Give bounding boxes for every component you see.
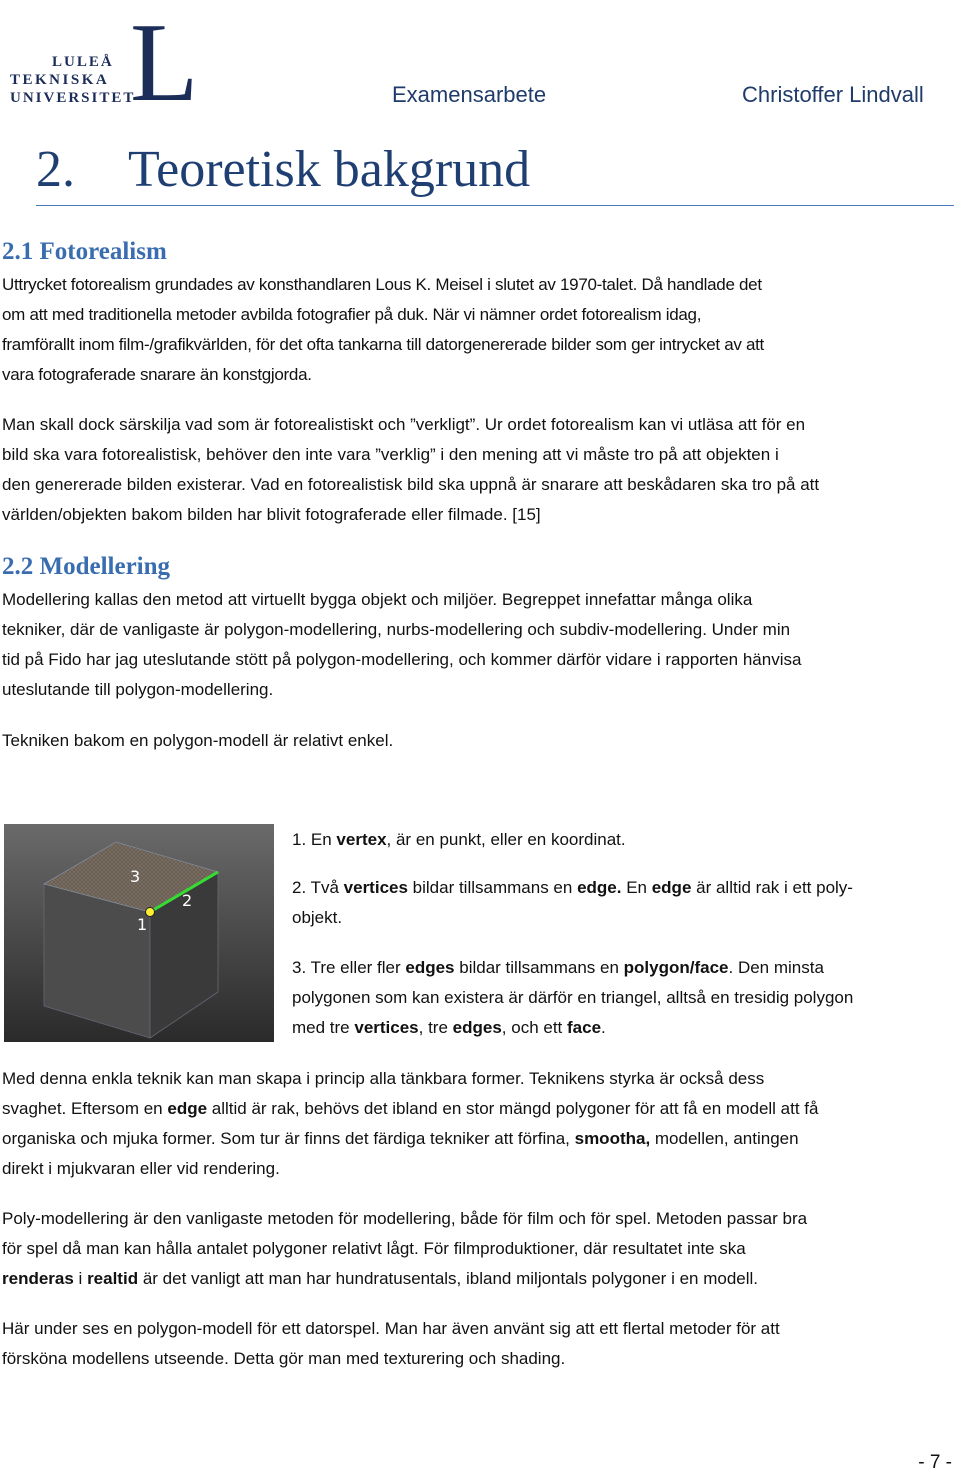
paragraph-modellering-intro	[2, 585, 954, 705]
text-span: , och ett	[501, 1018, 567, 1037]
text-line	[292, 873, 954, 903]
text-line: Här under ses en polygon-modell för ett datorspel. Man har även använt sig att ett flertal metoder för att	[2, 1319, 780, 1338]
paragraph-fotorealism-intro	[2, 270, 954, 390]
text-line: den genererade bilden existerar. Vad en fotorealistisk bild ska uppnå är snarare att beskådaren ska tro på att	[2, 475, 820, 494]
text-line: framförallt inom film-/grafikvärlden, för det ofta tankarna till datorgenererade bilder som ger intrycket av att	[2, 335, 764, 354]
chapter-number: 2.	[36, 141, 75, 198]
bold-term: edges	[405, 958, 455, 977]
paragraph-poly-modelling	[2, 1204, 954, 1294]
text-line: Poly-modellering är den vanligaste metoden för modellering, både för film och för spel. Metoden passar bra	[2, 1209, 808, 1228]
text-span: 3. Tre eller fler	[292, 958, 406, 977]
text-line	[292, 1013, 954, 1043]
list-item-vertex	[292, 825, 954, 855]
bold-term: vertices	[354, 1018, 419, 1037]
bold-term: edge	[167, 1099, 208, 1118]
text-line: försköna modellens utseende. Detta gör man med texturering och shading.	[2, 1349, 566, 1368]
text-line: tid på Fido har jag uteslutande stött på polygon-modellering, och kommer därför vidare i rapporten hänvisa	[2, 650, 802, 669]
list-item-face	[292, 953, 954, 1043]
section-heading-fotorealism: 2.1 Fotorealism	[2, 238, 167, 265]
text-span: bildar tillsammans en	[407, 878, 578, 897]
page-number: - 7 -	[918, 1452, 952, 1473]
bold-term: edges	[452, 1018, 502, 1037]
text-span: En	[621, 878, 652, 897]
text-line	[2, 1124, 954, 1154]
text-span: alltid är rak, behövs det ibland en stor mängd polygoner för att få en modell att få	[207, 1099, 819, 1118]
text-line: världen/objekten bakom bilden har blivit fotograferade eller filmade. [15]	[2, 505, 541, 524]
bold-term: vertices	[343, 878, 408, 897]
chapter-title: Teoretisk bakgrund	[128, 141, 531, 198]
figure-label-2: 2	[182, 891, 193, 910]
text-span: , tre	[418, 1018, 453, 1037]
university-logo	[8, 0, 208, 110]
text-line: vara fotograferade snarare än konstgjorda.	[2, 365, 312, 384]
chapter-heading	[36, 140, 530, 199]
paragraph-technique-strength	[2, 1064, 954, 1184]
bold-term: vertex	[336, 830, 387, 849]
text-span: svaghet. Eftersom en	[2, 1099, 168, 1118]
text-line: uteslutande till polygon-modellering.	[2, 680, 274, 699]
text-span: organiska och mjuka former. Som tur är finns det färdiga tekniker att förfina,	[2, 1129, 575, 1148]
header-author: Christoffer Lindvall	[742, 82, 924, 107]
text-span: i	[73, 1269, 88, 1288]
logo-line1: LULEÅ	[52, 54, 114, 70]
text-line: Uttrycket fotorealism grundades av konsthandlaren Lous K. Meisel i slutet av 1970-talet. Då handlade det	[2, 275, 762, 294]
figure-label-3: 3	[130, 867, 141, 886]
paragraph-game-model	[2, 1314, 954, 1374]
text-line: Med denna enkla teknik kan man skapa i princip alla tänkbara former. Teknikens styrka är också dess	[2, 1069, 765, 1088]
text-span: med tre	[292, 1018, 355, 1037]
bold-term: edge.	[577, 878, 622, 897]
heading-rule	[36, 205, 954, 206]
text-span: 1. En	[292, 830, 337, 849]
paragraph-polygon-simple: Tekniken bakom en polygon-modell är relativt enkel.	[2, 731, 394, 750]
text-line: bild ska vara fotorealistisk, behöver den inte vara ”verklig” i den mening att vi måste tro på att objekten i	[2, 445, 779, 464]
bold-term: polygon/face	[623, 958, 729, 977]
text-line	[2, 1094, 954, 1124]
figure-label-1: 1	[137, 915, 148, 934]
bold-term: edge	[651, 878, 692, 897]
text-span: bildar tillsammans en	[454, 958, 624, 977]
text-line: om att med traditionella metoder avbilda fotografier på duk. När vi nämner ordet fotorealism idag,	[2, 305, 702, 324]
text-line: Modellering kallas den metod att virtuellt bygga objekt och miljöer. Begreppet innefattar många olika	[2, 590, 753, 609]
bold-term: smootha,	[574, 1129, 651, 1148]
text-line	[292, 953, 954, 983]
bold-term: face	[567, 1018, 602, 1037]
text-line	[2, 1264, 954, 1294]
section-heading-modellering: 2.2 Modellering	[2, 553, 171, 580]
list-item-edge	[292, 873, 954, 933]
header-doc-type: Examensarbete	[392, 82, 547, 107]
logo-letter: L	[130, 1, 199, 110]
polygon-cube-figure	[4, 824, 274, 1042]
text-span: är alltid rak i ett poly-	[691, 878, 853, 897]
text-line: tekniker, där de vanligaste är polygon-modellering, nurbs-modellering och subdiv-modellering. Under min	[2, 620, 791, 639]
text-span: , är en punkt, eller en koordinat.	[386, 830, 626, 849]
text-span: modellen, antingen	[650, 1129, 799, 1148]
text-line: Man skall dock särskilja vad som är fotorealistiskt och ”verkligt”. Ur ordet fotorealism kan vi utläsa att för en	[2, 415, 806, 434]
text-span: .	[601, 1018, 606, 1037]
text-line: för spel då man kan hålla antalet polygoner relativt lågt. För filmproduktioner, där resultatet inte ska	[2, 1239, 746, 1258]
logo-line3: UNIVERSITET	[10, 90, 136, 106]
text-line: polygonen som kan existera är därför en triangel, alltså en tresidig polygon	[292, 988, 854, 1007]
text-span: . Den minsta	[728, 958, 824, 977]
text-span: är det vanligt att man har hundratusentals, ibland miljontals polygoner i en modell.	[138, 1269, 759, 1288]
text-line: direkt i mjukvaran eller vid rendering.	[2, 1159, 280, 1178]
bold-term: realtid	[87, 1269, 139, 1288]
text-line: objekt.	[292, 908, 343, 927]
paragraph-fotorealism-definition	[2, 410, 954, 530]
text-span: 2. Två	[292, 878, 344, 897]
bold-term: renderas	[2, 1269, 74, 1288]
logo-line2: TEKNISKA	[10, 72, 110, 88]
